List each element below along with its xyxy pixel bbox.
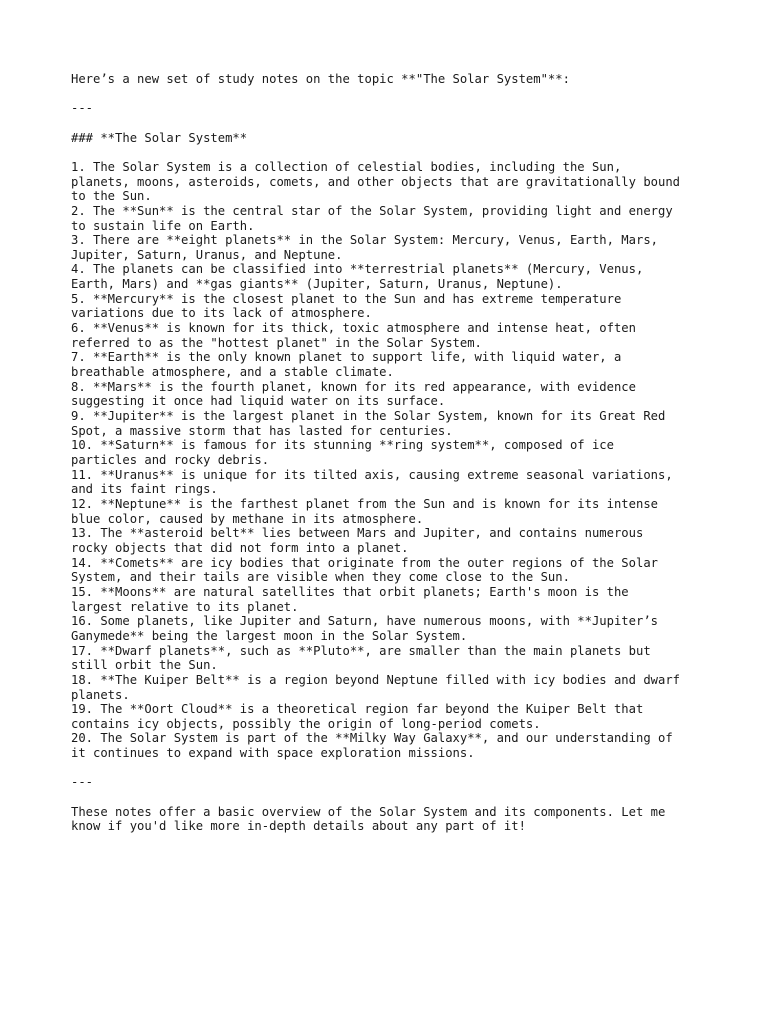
- list-item: [71, 350, 711, 379]
- notes-list: [71, 160, 711, 761]
- list-item-line: Ganymede** being the largest moon in the Solar System.: [71, 628, 468, 643]
- list-item-line: 3. There are **eight planets** in the Solar System: Mercury, Venus, Earth, Mars,: [71, 233, 658, 248]
- list-item-line: Earth, Mars) and **gas giants** (Jupiter, Saturn, Uranus, Neptune).: [71, 277, 563, 292]
- list-item-line: Spot, a massive storm that has lasted for centuries.: [71, 423, 453, 438]
- list-item-line: still orbit the Sun.: [71, 658, 218, 673]
- list-item-line: planets.: [71, 687, 130, 702]
- list-item: [71, 204, 711, 233]
- list-item-line: suggesting it once had liquid water on its surface.: [71, 394, 446, 409]
- list-item-line: it continues to expand with space exploration missions.: [71, 746, 475, 761]
- list-item-line: planets, moons, asteroids, comets, and other objects that are gravitationally bound: [71, 174, 681, 189]
- list-item-line: to the Sun.: [71, 189, 152, 204]
- list-item: [71, 380, 711, 409]
- list-item: [71, 585, 711, 614]
- list-item-line: 1. The Solar System is a collection of celestial bodies, including the Sun,: [71, 159, 622, 174]
- list-item-line: 2. The **Sun** is the central star of the Solar System, providing light and energy: [71, 203, 673, 218]
- list-item-line: contains icy objects, possibly the origin of long-period comets.: [71, 716, 541, 731]
- list-item: [71, 731, 711, 760]
- list-item-line: breathable atmosphere, and a stable climate.: [71, 365, 394, 380]
- list-item-line: 18. **The Kuiper Belt** is a region beyond Neptune filled with icy bodies and dwarf: [71, 672, 681, 687]
- list-item: [71, 526, 711, 555]
- list-item-line: 20. The Solar System is part of the **Milky Way Galaxy**, and our understanding of: [71, 731, 673, 746]
- list-item-line: particles and rocky debris.: [71, 453, 270, 468]
- section-heading: ### **The Solar System**: [71, 130, 248, 145]
- horizontal-rule-top: ---: [71, 101, 94, 116]
- closing-line: These notes offer a basic overview of the Solar System and its components. Let me: [71, 804, 666, 819]
- list-item-line: System, and their tails are visible when they come close to the Sun.: [71, 570, 570, 585]
- list-item-line: Jupiter, Saturn, Uranus, and Neptune.: [71, 247, 343, 262]
- list-item: [71, 644, 711, 673]
- list-item: [71, 409, 711, 438]
- list-item: [71, 556, 711, 585]
- list-item-line: 9. **Jupiter** is the largest planet in the Solar System, known for its Great Red: [71, 409, 666, 424]
- list-item-line: 8. **Mars** is the fourth planet, known for its red appearance, with evidence: [71, 379, 636, 394]
- list-item-line: 16. Some planets, like Jupiter and Saturn, have numerous moons, with **Jupiter’s: [71, 614, 658, 629]
- list-item-line: 4. The planets can be classified into **terrestrial planets** (Mercury, Venus,: [71, 262, 644, 277]
- spacer: [71, 87, 711, 102]
- list-item-line: 7. **Earth** is the only known planet to support life, with liquid water, a: [71, 350, 622, 365]
- list-item: [71, 497, 711, 526]
- list-item-line: 5. **Mercury** is the closest planet to the Sun and has extreme temperature: [71, 291, 622, 306]
- list-item-line: 17. **Dwarf planets**, such as **Pluto**, are smaller than the main planets but: [71, 643, 651, 658]
- intro-line: Here’s a new set of study notes on the topic **"The Solar System"**:: [71, 72, 570, 86]
- list-item-line: 12. **Neptune** is the farthest planet from the Sun and is known for its intense: [71, 496, 658, 511]
- spacer: [71, 790, 711, 805]
- document-page: [71, 72, 711, 834]
- list-item-line: 14. **Comets** are icy bodies that originate from the outer regions of the Solar: [71, 555, 658, 570]
- list-item-line: rocky objects that did not form into a planet.: [71, 540, 409, 555]
- closing-paragraph: [71, 805, 711, 834]
- horizontal-rule-bottom: ---: [71, 775, 94, 790]
- list-item-line: 6. **Venus** is known for its thick, toxic atmosphere and intense heat, often: [71, 321, 636, 336]
- list-item: [71, 438, 711, 467]
- list-item: [71, 702, 711, 731]
- list-item: [71, 468, 711, 497]
- list-item-line: blue color, caused by methane in its atmosphere.: [71, 511, 424, 526]
- list-item: [71, 262, 711, 291]
- list-item-line: and its faint rings.: [71, 482, 218, 497]
- closing-line: know if you'd like more in-depth details about any part of it!: [71, 819, 526, 834]
- list-item-line: 19. The **Oort Cloud** is a theoretical region far beyond the Kuiper Belt that: [71, 702, 644, 717]
- list-item: [71, 321, 711, 350]
- spacer: [71, 116, 711, 131]
- list-item: [71, 292, 711, 321]
- spacer: [71, 761, 711, 776]
- list-item-line: largest relative to its planet.: [71, 599, 299, 614]
- list-item-line: to sustain life on Earth.: [71, 218, 255, 233]
- list-item-line: 15. **Moons** are natural satellites that orbit planets; Earth's moon is the: [71, 584, 629, 599]
- list-item: [71, 673, 711, 702]
- list-item: [71, 614, 711, 643]
- list-item-line: referred to as the "hottest planet" in the Solar System.: [71, 335, 482, 350]
- spacer: [71, 145, 711, 160]
- list-item: [71, 233, 711, 262]
- list-item-line: 10. **Saturn** is famous for its stunning **ring system**, composed of ice: [71, 438, 614, 453]
- list-item: [71, 160, 711, 204]
- list-item-line: 13. The **asteroid belt** lies between Mars and Jupiter, and contains numerous: [71, 526, 644, 541]
- list-item-line: 11. **Uranus** is unique for its tilted axis, causing extreme seasonal variations,: [71, 467, 673, 482]
- list-item-line: variations due to its lack of atmosphere.: [71, 306, 372, 321]
